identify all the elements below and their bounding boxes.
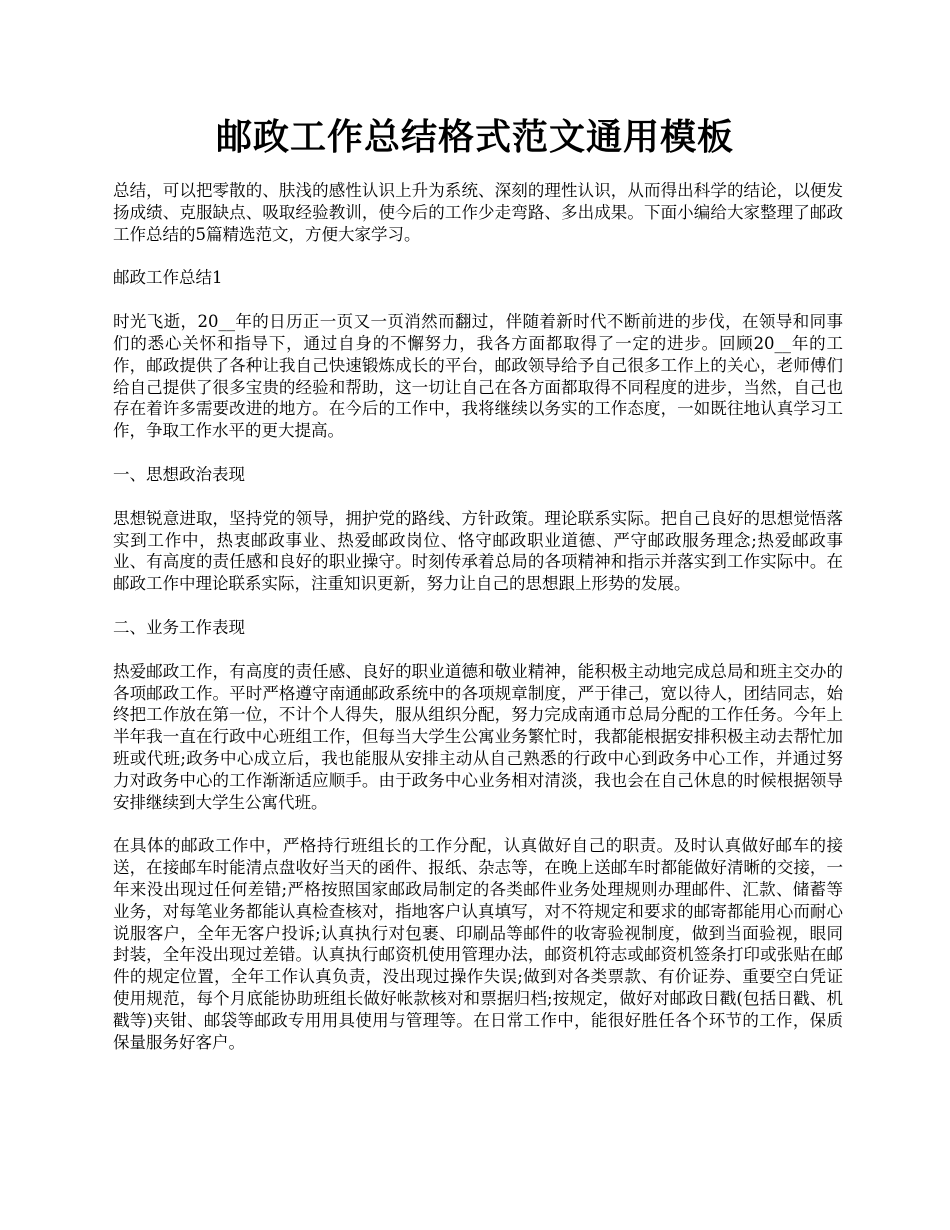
document-body [113, 180, 843, 1075]
business-paragraph-2: 在具体的邮政工作中，严格持行班组长的工作分配，认真做好自己的职责。及时认真做好邮车的接送，在接邮车时能清点盘收好当天的函件、报纸、杂志等，在晚上送邮车时都能做好清晰的交接，一年来没出现过任何差错;严格按照国家邮政局制定的各类邮件业务处理规则办理邮件、汇款、储蓄等业务，对每笔业务都能认真检查核对，指地客户认真填写，对不符规定和要求的邮寄都能用心而耐心说服客户，全年无客户投诉;认真执行对包裹、印刷品等邮件的收寄验视制度，做到当面验视，眼同封装，全年没出现过差错。认真执行邮资机使用管理办法，邮资机符志或邮资机签条打印或张贴在邮件的规定位置，全年工作认真负责，没出现过操作失误;做到对各类票款、有价证券、重要空白凭证使用规范，每个月底能协助班组长做好帐款核对和票据归档;按规定，做好对邮政日戳(包括日戳、机戳等)夹钳、邮袋等邮政专用用具使用与管理等。在日常工作中，能很好胜任各个环节的工作，保质保量服务好客户。 [113, 836, 843, 1052]
political-paragraph: 思想锐意进取，坚持党的领导，拥护党的路线、方针政策。理论联系实际。把自己良好的思想觉悟落实到工作中，热衷邮政事业、热爱邮政岗位、恪守邮政职业道德、严守邮政服务理念;热爱邮政事业、有高度的责任感和良好的职业操守。时刻传承着总局的各项精神和指示并落实到工作实际中。在邮政工作中理论联系实际，注重知识更新，努力让自己的思想跟上形势的发展。 [113, 508, 843, 594]
section-heading: 邮政工作总结1 [113, 268, 223, 288]
subheading-political: 一、思想政治表现 [113, 464, 245, 484]
intro-paragraph: 总结，可以把零散的、肤浅的感性认识上升为系统、深刻的理性认识，从而得出科学的结论，以便发扬成绩、克服缺点、吸取经验教训，使今后的工作少走弯路、多出成果。下面小编给大家整理了邮政工作总结的5篇精选范文，方便大家学习。 [113, 181, 843, 244]
subheading-business: 二、业务工作表现 [113, 617, 245, 637]
document-title: 邮政工作总结格式范文通用模板 [215, 116, 734, 158]
section1-paragraph: 时光飞逝，20__年的日历正一页又一页消然而翻过，伴随着新时代不断前进的步伐，在领导和同事们的悉心关怀和指导下，通过自身的不懈努力，我各方面都取得了一定的进步。回顾20__年的工作，邮政提供了各种让我自己快速锻炼成长的平台，邮政领导给予自己很多工作上的关心，老师傅们给自己提供了很多宝贵的经验和帮助，这一切让自己在各方面都取得不同程度的进步，当然，自己也存在着许多需要改进的地方。在今后的工作中，我将继续以务实的工作态度，一如既往地认真学习工作，争取工作水平的更大提高。 [113, 312, 843, 441]
business-paragraph-1: 热爱邮政工作，有高度的责任感、良好的职业道德和敬业精神，能积极主动地完成总局和班主交办的各项邮政工作。平时严格遵守南通邮政系统中的各项规章制度，严于律己，宽以待人，团结同志，始终把工作放在第一位，不计个人得失，服从组织分配，努力完成南通市总局分配的工作任务。今年上半年我一直在行政中心班组工作，但每当大学生公寓业务繁忙时，我都能根据安排积极主动去帮忙加班或代班;政务中心成立后，我也能服从安排主动从自己熟悉的行政中心到政务中心工作，并通过努力对政务中心的工作渐渐适应顺手。由于政务中心业务相对清淡，我也会在自己休息的时候根据领导安排继续到大学生公寓代班。 [113, 661, 843, 812]
